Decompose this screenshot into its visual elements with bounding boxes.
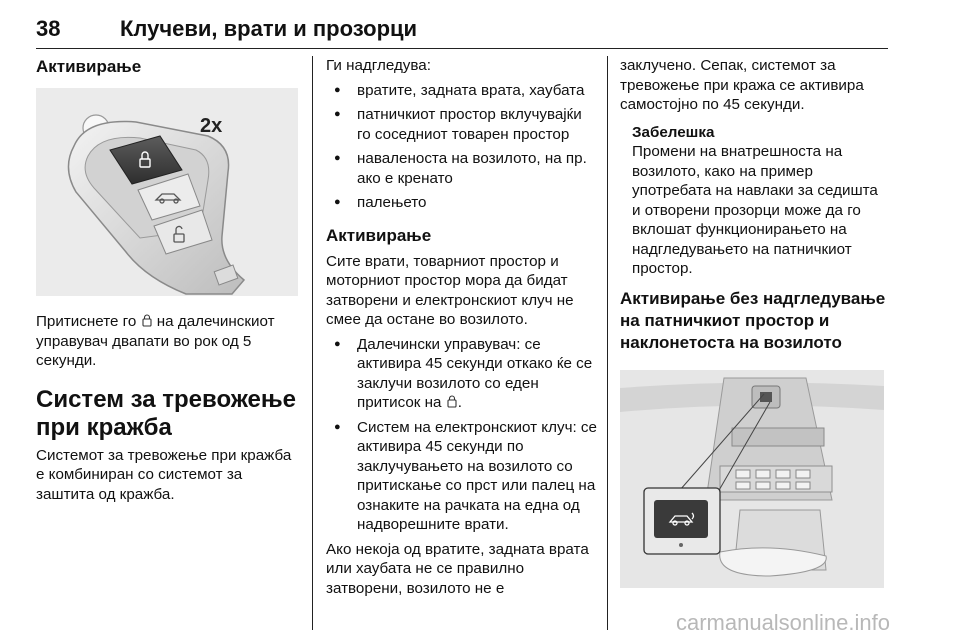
header-rule <box>36 48 888 49</box>
remote-key-figure <box>36 88 298 296</box>
list-item: ● Систем на електронскиот клуч: се активира 45 секунди по заклучувањето на возилото со притискање со прст или палец на ознаките на рачката на една од надворешните врати. <box>334 418 598 535</box>
section-title: Клучеви, врати и прозорци <box>120 16 418 41</box>
list-item: ● вратите, задната врата, хаубата <box>334 81 598 101</box>
press-twice-label: 2x <box>200 115 223 137</box>
activation-text: Притиснете го на далечинскиот управувач двапати во рок од 5 секунди. <box>36 313 275 369</box>
lock-icon <box>142 314 152 327</box>
page-header <box>36 10 888 48</box>
activation-heading: Активирање <box>36 57 142 76</box>
list-item: ● палењето <box>334 193 598 213</box>
continued-text: заклучено. Сепак, системот за тревожење при кража се активира самостојно по 45 секунди. <box>620 57 864 113</box>
column-3 <box>620 56 890 632</box>
page-number: 38 <box>36 16 61 41</box>
remote-key-illustration <box>36 88 298 296</box>
lock-icon <box>447 395 457 408</box>
list-item: ● Далечински управувач: се активира 45 секунди откако ќе се заклучи возилото со еден притисок на . <box>334 335 598 413</box>
monitors-list <box>326 81 598 213</box>
overhead-console-illustration <box>620 370 884 588</box>
note-text: Промени на внатрешноста на возилото, како на пример употребата на навлаки за седишта и отворени прозорци може да го вклошат функционирањето на надгледувањето на патничкиот простор. <box>632 143 878 277</box>
activation-heading-2: Активирање <box>326 225 432 245</box>
column-1 <box>36 56 298 632</box>
monitors-intro: Ги надгледува: <box>326 57 431 74</box>
anti-theft-heading: Систем за тревожење при кражба <box>36 385 296 441</box>
note-block <box>620 123 890 279</box>
list-item: ● наваленоста на возилото, на пр. ако е кренато <box>334 149 598 188</box>
watermark: carmanualsonline.info <box>675 610 890 635</box>
activation-without-monitoring-heading: Активирање без надгледување на патничкиот простор и наклонетоста на возилото <box>620 288 886 352</box>
note-title: Забелешка <box>632 123 715 141</box>
column-2 <box>326 56 598 632</box>
column-divider-2 <box>607 56 608 630</box>
overhead-console-figure <box>620 370 884 588</box>
column-divider-1 <box>312 56 313 630</box>
list-item: ● патничкиот простор вклучувајќи го соседниот товарен простор <box>334 105 598 144</box>
doors-not-closed-text: Ако некоја од вратите, задната врата или хаубата не се правилно затворени, возилото не е <box>326 540 589 597</box>
activation-conditions: Сите врати, товарниот простор и моторниот простор мора да бидат затворени и електронскиот клуч не смее да остане во возилото. <box>326 252 574 328</box>
anti-theft-text: Системот за тревожење при кражба е комбиниран со системот за заштита од кражба. <box>36 446 292 503</box>
activation-methods-list <box>326 335 598 535</box>
